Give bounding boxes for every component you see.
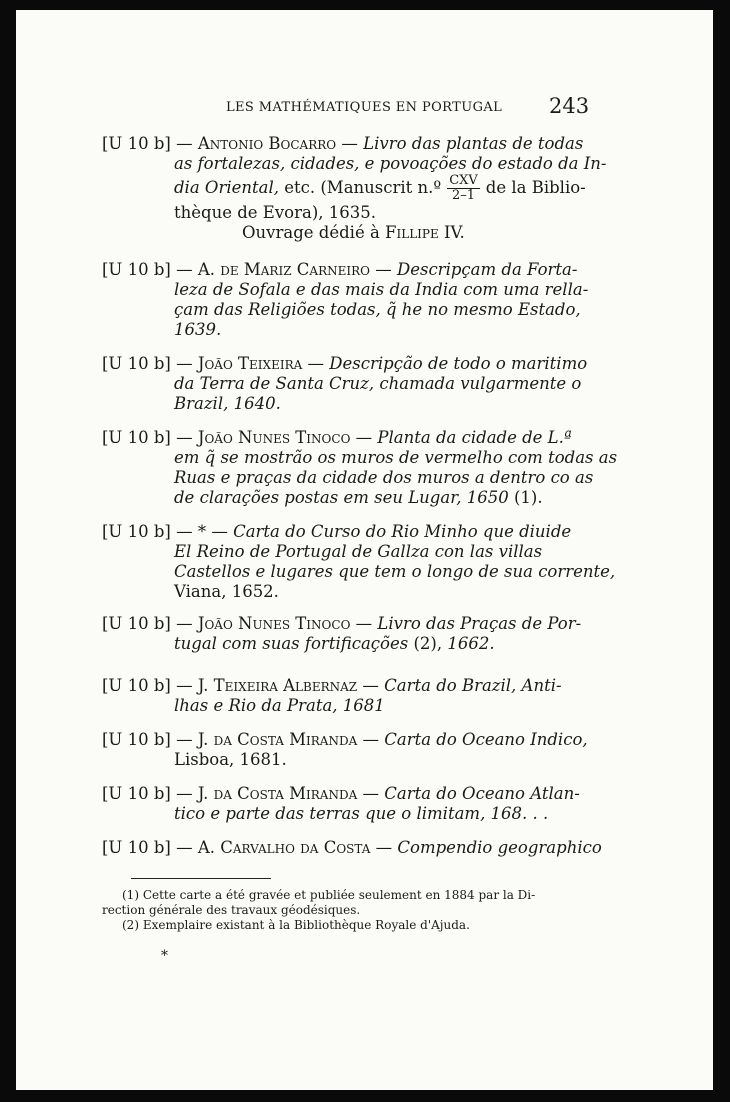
fraction-numerator: CXV xyxy=(449,173,478,188)
entry-author: A. Carvalho da Costa xyxy=(197,838,371,857)
manuscript-fraction xyxy=(447,174,480,203)
entry-ref: [U 10 b] — xyxy=(102,614,198,633)
entry-title-line: çam das Religiões todas, q̃ he no mesmo Estado, xyxy=(174,300,581,319)
entry-title-line: Ruas e praças da cidade dos muros a dentro co as xyxy=(174,468,594,487)
catalog-entry xyxy=(102,260,589,340)
entry-text: Lisboa, 1681. xyxy=(174,750,287,769)
entry-title: Livro das plantas de todas xyxy=(363,134,584,153)
entry-ref: [U 10 b] — xyxy=(102,260,198,279)
entry-author: João Teixeira xyxy=(197,354,303,373)
entry-title: Livro das Praças de Por- xyxy=(377,614,582,633)
entry-separator: — xyxy=(369,260,397,279)
entry-separator: — xyxy=(357,730,385,749)
entry-ref: [U 10 b] — xyxy=(102,354,198,373)
entry-title-line: tico e parte das terras que o limitam, 168. . . xyxy=(174,804,549,823)
page-header xyxy=(16,92,713,122)
catalog-entry xyxy=(102,428,618,508)
entry-title-line: tugal com suas fortificações xyxy=(174,634,409,653)
entry-separator: — xyxy=(370,838,398,857)
running-title: LES MATHÉMATIQUES EN PORTUGAL xyxy=(226,100,503,115)
entry-ref: [U 10 b] — xyxy=(102,730,198,749)
entry-title: Compendio geographico xyxy=(397,838,602,857)
catalog-entry xyxy=(102,838,602,858)
entry-title-line: lhas e Rio da Prata, 1681 xyxy=(174,696,385,715)
entry-title: Descripção de todo o maritimo xyxy=(329,354,588,373)
entry-separator: — xyxy=(350,428,378,447)
entry-title: Carta do Curso do Rio Minho que diuide xyxy=(233,522,572,541)
entry-separator: — xyxy=(357,784,385,803)
entry-author: J. da Costa Miranda xyxy=(197,784,358,803)
entry-author: Antonio Bocarro xyxy=(197,134,337,153)
entry-title: Carta do Brazil, Anti- xyxy=(384,676,562,695)
footnote-divider xyxy=(131,878,271,879)
entry-separator: — xyxy=(357,676,385,695)
entry-separator: — xyxy=(336,134,364,153)
catalog-entry xyxy=(102,354,586,414)
catalog-entry xyxy=(102,134,607,243)
entry-ref: [U 10 b] — xyxy=(102,784,198,803)
book-page xyxy=(16,10,713,1090)
entry-text: thèque de Evora), 1635. xyxy=(174,203,376,222)
footnote: (1) Cette carte a été gravée et publiée seulement en 1884 par la Di- xyxy=(122,888,536,902)
entry-title-line: 1639. xyxy=(174,320,222,339)
footnote-continuation: rection générale des travaux géodésiques. xyxy=(102,903,361,917)
entry-title-line: em q̃ se mostrão os muros de vermelho com todas as xyxy=(174,448,618,467)
entry-title-line: leza de Sofala e das mais da India com uma rella- xyxy=(174,280,589,299)
catalog-entry xyxy=(102,676,586,716)
entry-title-line: El Reino de Portugal de Gallza con las villas xyxy=(174,542,543,561)
asterisk-mark: * xyxy=(161,948,168,964)
entry-title: Descripçam da Forta- xyxy=(396,260,578,279)
entry-ref: [U 10 b] — xyxy=(102,428,198,447)
entry-title: Planta da cidade de L.ª xyxy=(377,428,572,447)
entry-text: etc. (Manuscrit n.º xyxy=(279,178,442,197)
entry-title-line: de clarações postas em seu Lugar, 1650 xyxy=(174,488,509,507)
entry-title: Carta do Oceano Indico, xyxy=(384,730,588,749)
entry-author: João Nunes Tinoco xyxy=(197,428,351,447)
entry-text: de la Biblio- xyxy=(485,178,586,197)
dedication-text: Ouvrage dédié à xyxy=(242,223,386,242)
entry-ref: [U 10 b] — xyxy=(102,522,198,541)
footnote: (2) Exemplaire existant à la Bibliothèque Royale d'Ajuda. xyxy=(122,918,470,932)
entry-title-line: 1662. xyxy=(447,634,495,653)
catalog-entry xyxy=(102,614,586,654)
entry-title: Carta do Oceano Atlan- xyxy=(384,784,580,803)
entry-ref: [U 10 b] — xyxy=(102,134,198,153)
catalog-entry xyxy=(102,784,586,824)
footnote-ref: (1). xyxy=(508,488,543,507)
entry-author: J. Teixeira Albernaz xyxy=(197,676,358,695)
entry-author: * — xyxy=(197,522,234,541)
catalog-entry xyxy=(102,522,616,602)
entry-ref: [U 10 b] — xyxy=(102,838,198,857)
dedication-name: Fillipe xyxy=(385,223,439,242)
entry-author: A. de Mariz Carneiro xyxy=(197,260,370,279)
dedication-text: IV. xyxy=(438,223,465,242)
entry-title-line: Brazil, 1640. xyxy=(174,394,281,413)
entry-title-line: Castellos e lugares que tem o longo de sua corrente, xyxy=(174,562,616,581)
entry-ref: [U 10 b] — xyxy=(102,676,198,695)
entry-author: João Nunes Tinoco xyxy=(197,614,351,633)
entry-title-line: da Terra de Santa Cruz, chamada vulgarmente o xyxy=(174,374,582,393)
footnote-ref: (2), xyxy=(408,634,448,653)
entry-author: J. da Costa Miranda xyxy=(197,730,358,749)
entry-separator: — xyxy=(302,354,330,373)
entry-text: Viana, 1652. xyxy=(174,582,279,601)
fraction-denominator: 2–1 xyxy=(451,188,475,203)
entry-title-line: as fortalezas, cidades, e povoações do estado da In- xyxy=(174,154,607,173)
entry-separator: — xyxy=(350,614,378,633)
catalog-entry xyxy=(102,730,586,770)
page-number: 243 xyxy=(549,94,590,118)
footnotes xyxy=(102,888,592,933)
entry-title-line: dia Oriental, xyxy=(174,178,279,197)
